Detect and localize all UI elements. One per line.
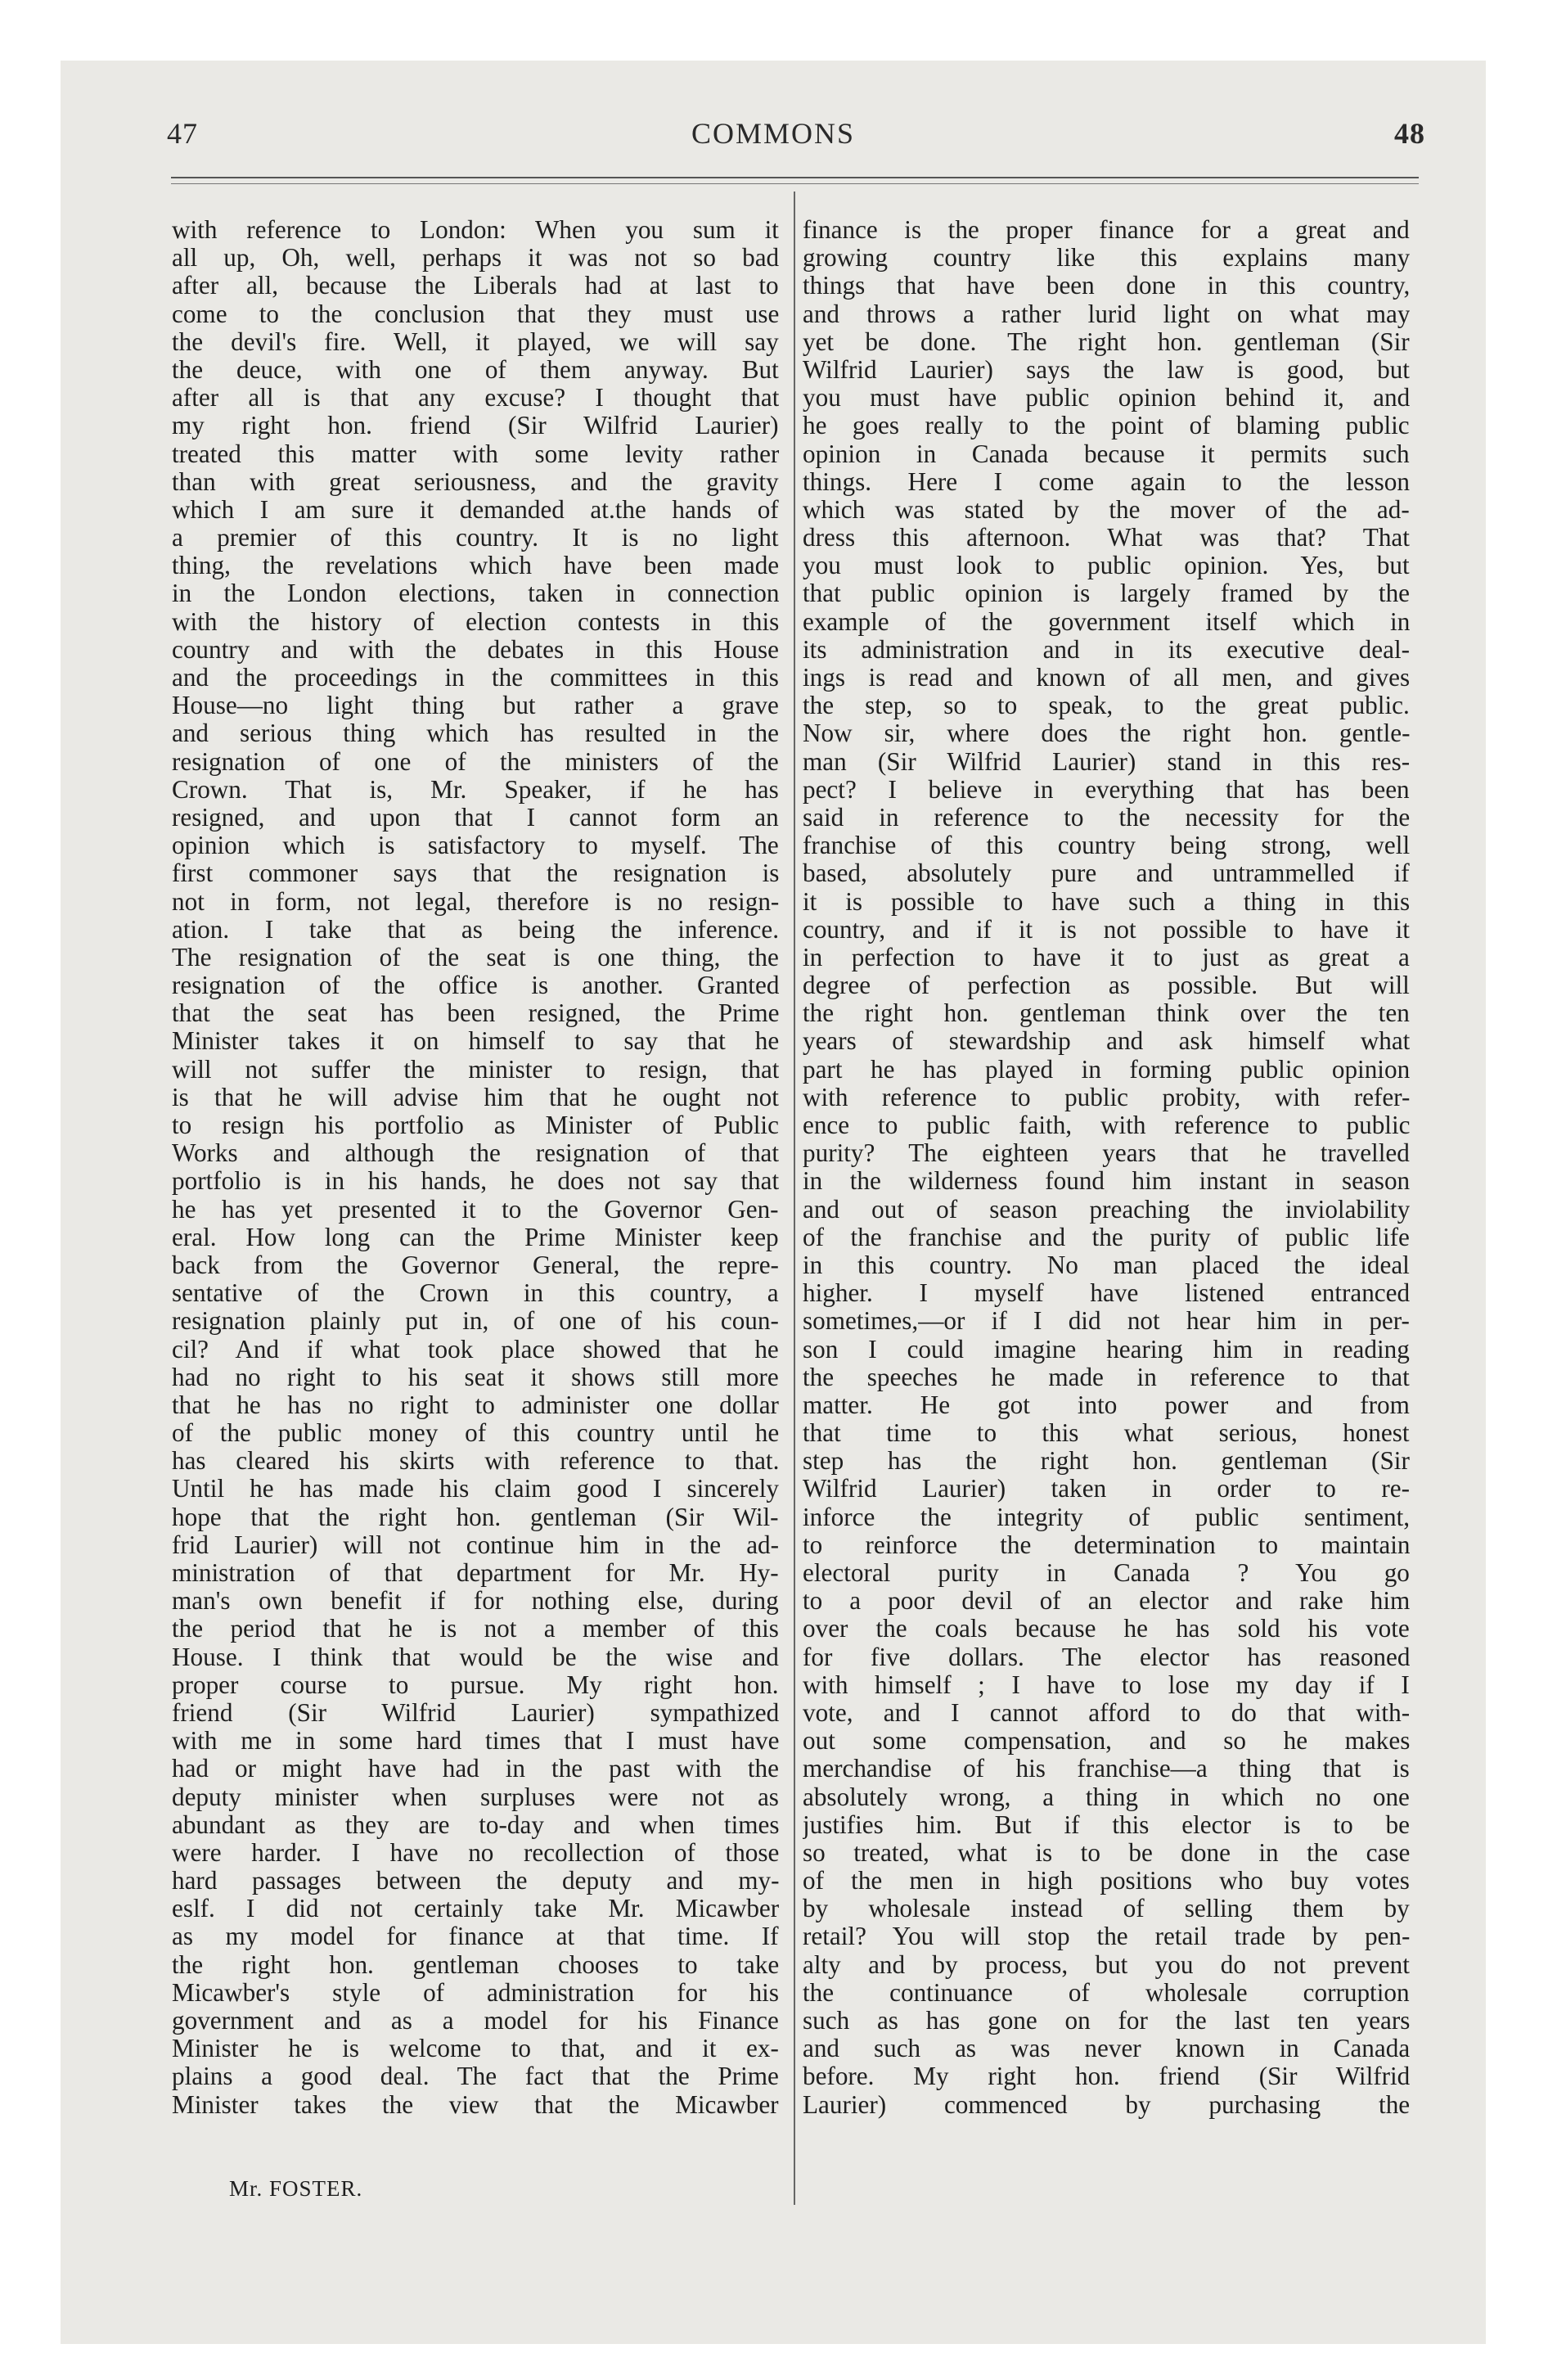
text-line: ence to public faith, with reference to public — [803, 1111, 1410, 1139]
text-line: not in form, not legal, therefore is no resign- — [172, 887, 779, 916]
text-line: for five dollars. The elector has reasoned — [803, 1643, 1410, 1671]
text-line: my right hon. friend (Sir Wilfrid Laurier) — [172, 412, 779, 440]
text-line: come to the conclusion that they must use — [172, 300, 779, 328]
text-line: has cleared his skirts with reference to that. — [172, 1447, 779, 1476]
text-line: things that have been done in this country, — [803, 272, 1410, 300]
text-line: country and with the debates in this House — [172, 635, 779, 664]
text-line: its administration and in its executive deal- — [803, 635, 1410, 664]
text-line: will not suffer the minister to resign, that — [172, 1055, 779, 1084]
text-line: had or might have had in the past with the — [172, 1755, 779, 1783]
text-line: absolutely wrong, a thing in which no one — [803, 1783, 1410, 1811]
text-line: step has the right hon. gentleman (Sir — [803, 1447, 1410, 1476]
text-line: had no right to his seat it shows still more — [172, 1363, 779, 1391]
text-line: Minister he is welcome to that, and it ex- — [172, 2035, 779, 2063]
text-line: with himself ; I have to lose my day if I — [803, 1670, 1410, 1699]
text-line: resigned, and upon that I cannot form an — [172, 803, 779, 832]
text-line: over the coals because he has sold his vote — [803, 1615, 1410, 1643]
text-line: the devil's fire. Well, it played, we will say — [172, 327, 779, 356]
text-line: to resign his portfolio as Minister of Public — [172, 1111, 779, 1139]
text-line: Now sir, where does the right hon. gentle- — [803, 719, 1410, 748]
text-line: by wholesale instead of selling them by — [803, 1895, 1410, 1923]
text-line: after all, because the Liberals had at last to — [172, 272, 779, 300]
text-line: higher. I myself have listened entranced — [803, 1279, 1410, 1308]
text-line: degree of perfection as possible. But will — [803, 971, 1410, 1000]
text-line: The resignation of the seat is one thing, the — [172, 943, 779, 971]
text-line: and serious thing which has resulted in the — [172, 719, 779, 748]
text-line: he goes really to the point of blaming public — [803, 412, 1410, 440]
text-line: Wilfrid Laurier) says the law is good, but — [803, 355, 1410, 384]
text-line: and out of season preaching the inviolability — [803, 1195, 1410, 1224]
text-line: and such as was never known in Canada — [803, 2035, 1410, 2063]
text-line: House. I think that would be the wise and — [172, 1643, 779, 1671]
text-line: of the franchise and the purity of public life — [803, 1223, 1410, 1251]
text-line: government and as a model for his Finance — [172, 2007, 779, 2035]
text-line: such as has gone on for the last ten years — [803, 2007, 1410, 2035]
text-line: purity? The eighteen years that he travelled — [803, 1139, 1410, 1168]
text-line: Minister takes it on himself to say that he — [172, 1027, 779, 1056]
text-line: out some compensation, and so he makes — [803, 1727, 1410, 1756]
text-line: finance is the proper finance for a great and — [803, 216, 1410, 244]
text-line: man (Sir Wilfrid Laurier) stand in this res- — [803, 747, 1410, 776]
text-line: hard passages between the deputy and my- — [172, 1867, 779, 1895]
text-line: eral. How long can the Prime Minister keep — [172, 1223, 779, 1251]
text-line: plains a good deal. The fact that the Prime — [172, 2062, 779, 2091]
column-divider — [794, 192, 795, 2205]
text-line: pect? I believe in everything that has been — [803, 775, 1410, 804]
running-title: COMMONS — [691, 117, 856, 150]
text-line: in the wilderness found him instant in season — [803, 1167, 1410, 1196]
scanned-page — [61, 61, 1486, 2344]
text-line: Wilfrid Laurier) taken in order to re- — [803, 1475, 1410, 1503]
text-line: resignation of the office is another. Granted — [172, 971, 779, 1000]
text-line: House—no light thing but rather a grave — [172, 692, 779, 720]
text-line: to a poor devil of an elector and rake him — [803, 1587, 1410, 1616]
text-line: that time to this what serious, honest — [803, 1419, 1410, 1448]
text-line: with reference to London: When you sum it — [172, 216, 779, 244]
text-line: and throws a rather lurid light on what may — [803, 300, 1410, 328]
text-line: is that he will advise him that he ought not — [172, 1083, 779, 1111]
text-line: growing country like this explains many — [803, 244, 1410, 273]
text-line: matter. He got into power and from — [803, 1391, 1410, 1419]
speaker-footer: Mr. FOSTER. — [229, 2176, 363, 2201]
text-line: with reference to public probity, with refer- — [803, 1083, 1410, 1111]
text-line: proper course to pursue. My right hon. — [172, 1670, 779, 1699]
header-rule-thin — [171, 183, 1419, 184]
text-line: you must have public opinion behind it, and — [803, 384, 1410, 412]
text-line: said in reference to the necessity for the — [803, 803, 1410, 832]
text-line: the continuance of wholesale corruption — [803, 1978, 1410, 2007]
text-line: Micawber's style of administration for his — [172, 1978, 779, 2007]
text-line: of the men in high positions who buy votes — [803, 1867, 1410, 1895]
text-line: it is possible to have such a thing in this — [803, 887, 1410, 916]
page-header — [61, 116, 1486, 165]
text-line: as my model for finance at that time. If — [172, 1922, 779, 1951]
text-line: Works and although the resignation of that — [172, 1139, 779, 1168]
text-line: franchise of this country being strong, well — [803, 832, 1410, 860]
text-line: the right hon. gentleman chooses to take — [172, 1950, 779, 1979]
right-column — [803, 216, 1410, 2119]
text-line: ation. I take that as being the inference. — [172, 915, 779, 944]
text-line: Laurier) commenced by purchasing the — [803, 2090, 1410, 2119]
text-line: portfolio is in his hands, he does not say that — [172, 1167, 779, 1196]
text-line: the deuce, with one of them anyway. But — [172, 355, 779, 384]
text-line: to reinforce the determination to maintain — [803, 1530, 1410, 1559]
text-line: example of the government itself which in — [803, 607, 1410, 636]
text-line: Crown. That is, Mr. Speaker, if he has — [172, 775, 779, 804]
text-line: son I could imagine hearing him in reading — [803, 1335, 1410, 1364]
text-line: treated this matter with some levity rather — [172, 439, 779, 468]
text-line: so treated, what is to be done in the case — [803, 1838, 1410, 1867]
text-line: electoral purity in Canada ? You go — [803, 1559, 1410, 1587]
text-line: man's own benefit if for nothing else, during — [172, 1587, 779, 1616]
text-line: opinion which is satisfactory to myself. The — [172, 832, 779, 860]
text-line: you must look to public opinion. Yes, but — [803, 552, 1410, 580]
text-line: which I am sure it demanded at.the hands of — [172, 495, 779, 524]
text-line: which was stated by the mover of the ad- — [803, 495, 1410, 524]
text-line: he has yet presented it to the Governor Gen- — [172, 1195, 779, 1224]
text-line: with the history of election contests in this — [172, 607, 779, 636]
page-number-right: 48 — [1394, 117, 1425, 150]
page-number-left: 47 — [167, 117, 198, 150]
text-line: dress this afternoon. What was that? That — [803, 524, 1410, 552]
text-line: in the London elections, taken in connection — [172, 579, 779, 608]
text-line: all up, Oh, well, perhaps it was not so bad — [172, 244, 779, 273]
text-line: Minister takes the view that the Micawber — [172, 2090, 779, 2119]
text-line: eslf. I did not certainly take Mr. Micawber — [172, 1895, 779, 1923]
text-line: thing, the revelations which have been made — [172, 552, 779, 580]
text-line: back from the Governor General, the repre- — [172, 1251, 779, 1279]
text-line: merchandise of his franchise—a thing that is — [803, 1755, 1410, 1783]
text-line: the speeches he made in reference to that — [803, 1363, 1410, 1391]
text-line: resignation of one of the ministers of the — [172, 747, 779, 776]
text-line: before. My right hon. friend (Sir Wilfrid — [803, 2062, 1410, 2091]
text-line: things. Here I come again to the lesson — [803, 467, 1410, 496]
text-line: a premier of this country. It is no light — [172, 524, 779, 552]
text-line: frid Laurier) will not continue him in the ad- — [172, 1530, 779, 1559]
text-line: in this country. No man placed the ideal — [803, 1251, 1410, 1279]
text-line: justifies him. But if this elector is to be — [803, 1810, 1410, 1839]
text-line: were harder. I have no recollection of those — [172, 1838, 779, 1867]
text-line: abundant as they are to-day and when times — [172, 1810, 779, 1839]
text-line: after all is that any excuse? I thought that — [172, 384, 779, 412]
text-line: retail? You will stop the retail trade by pen- — [803, 1922, 1410, 1951]
text-line: based, absolutely pure and untrammelled if — [803, 859, 1410, 888]
text-line: ministration of that department for Mr. Hy- — [172, 1559, 779, 1587]
text-line: hope that the right hon. gentleman (Sir Wil- — [172, 1503, 779, 1531]
header-rule — [171, 177, 1419, 178]
text-line: the right hon. gentleman think over the ten — [803, 999, 1410, 1028]
text-line: the step, so to speak, to the great public. — [803, 692, 1410, 720]
text-line: years of stewardship and ask himself what — [803, 1027, 1410, 1056]
text-line: friend (Sir Wilfrid Laurier) sympathized — [172, 1698, 779, 1727]
text-line: that the seat has been resigned, the Prime — [172, 999, 779, 1028]
text-line: that public opinion is largely framed by the — [803, 579, 1410, 608]
text-line: the period that he is not a member of this — [172, 1615, 779, 1643]
text-line: of the public money of this country until he — [172, 1419, 779, 1448]
text-line: deputy minister when surpluses were not as — [172, 1783, 779, 1811]
text-line: Until he has made his claim good I sincerely — [172, 1475, 779, 1503]
text-line: that he has no right to administer one dollar — [172, 1391, 779, 1419]
text-line: ings is read and known of all men, and gives — [803, 664, 1410, 692]
text-line: sometimes,—or if I did not hear him in per- — [803, 1307, 1410, 1336]
text-line: vote, and I cannot afford to do that with- — [803, 1698, 1410, 1727]
text-line: part he has played in forming public opinion — [803, 1055, 1410, 1084]
text-line: cil? And if what took place showed that he — [172, 1335, 779, 1364]
text-line: yet be done. The right hon. gentleman (Sir — [803, 327, 1410, 356]
text-line: resignation plainly put in, of one of his coun- — [172, 1307, 779, 1336]
text-line: opinion in Canada because it permits such — [803, 439, 1410, 468]
text-line: first commoner says that the resignation is — [172, 859, 779, 888]
text-line: than with great seriousness, and the gravity — [172, 467, 779, 496]
text-line: alty and by process, but you do not prevent — [803, 1950, 1410, 1979]
text-line: in perfection to have it to just as great a — [803, 943, 1410, 971]
text-line: with me in some hard times that I must have — [172, 1727, 779, 1756]
text-line: and the proceedings in the committees in this — [172, 664, 779, 692]
text-line: sentative of the Crown in this country, a — [172, 1279, 779, 1308]
text-line: inforce the integrity of public sentiment, — [803, 1503, 1410, 1531]
left-column — [172, 216, 779, 2119]
text-line: country, and if it is not possible to have it — [803, 915, 1410, 944]
